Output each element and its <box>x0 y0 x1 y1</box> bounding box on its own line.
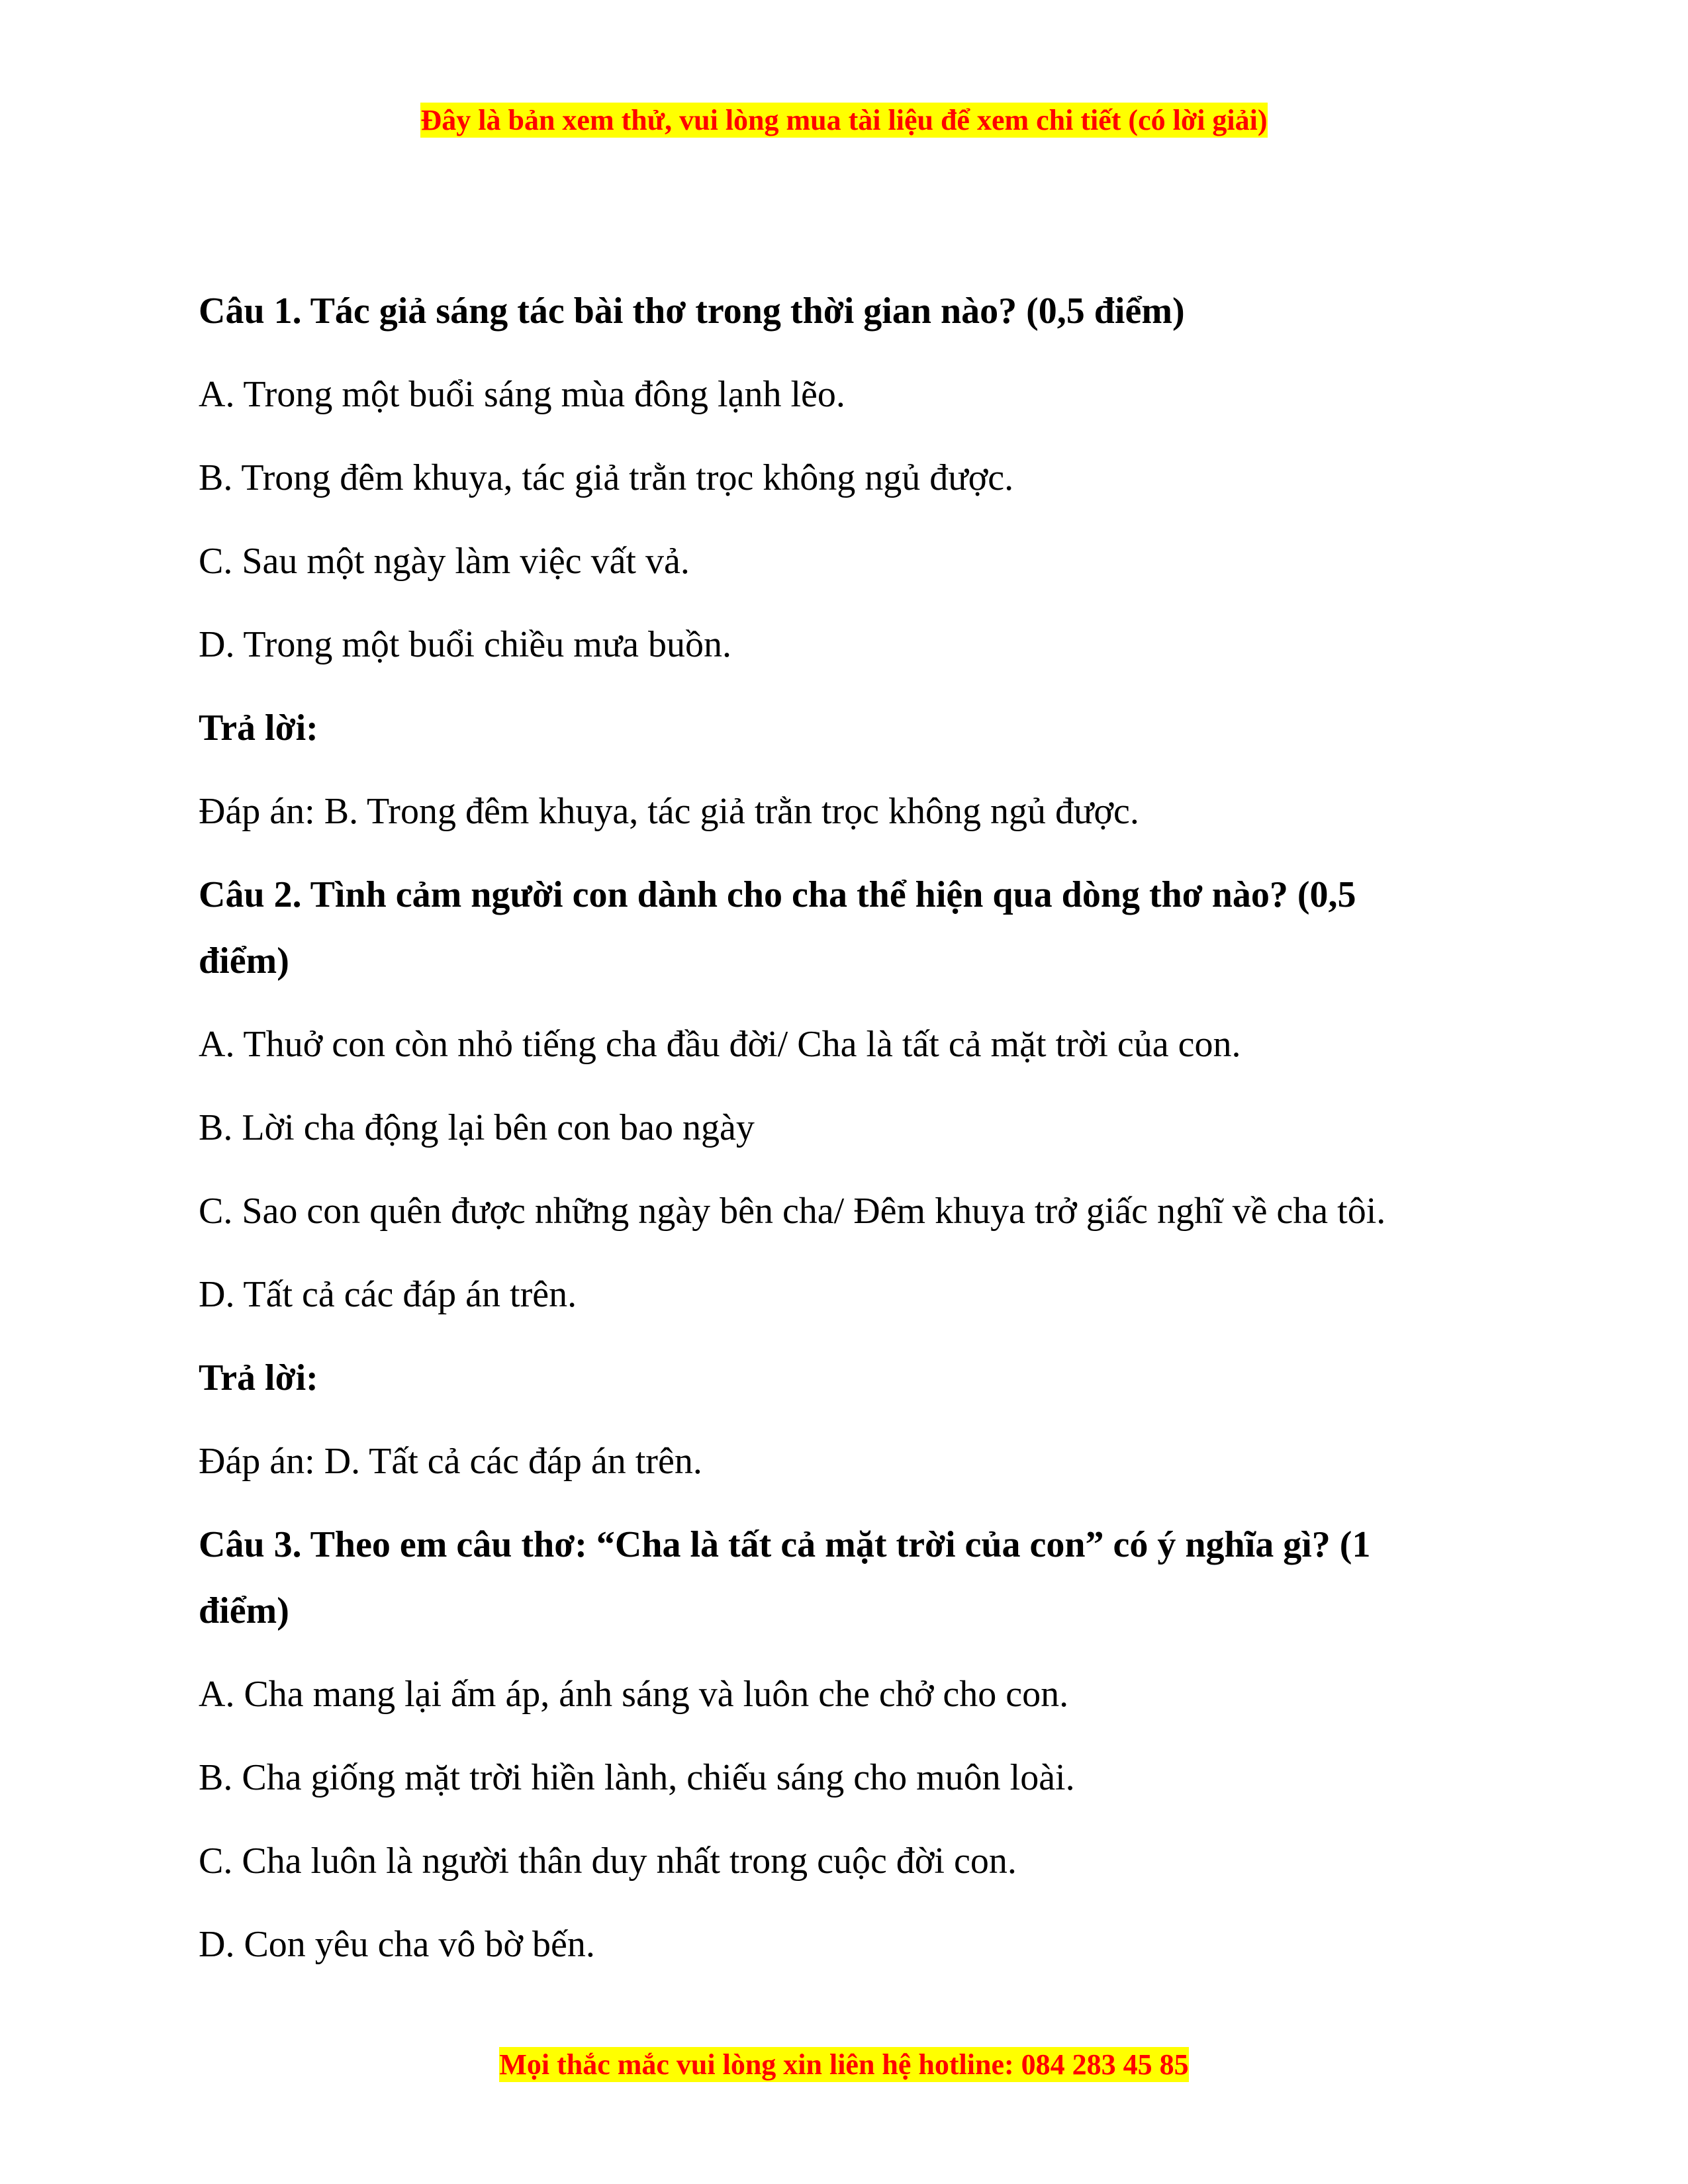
preview-notice-banner <box>0 103 1688 138</box>
question-2-option-a: A. Thuở con còn nhỏ tiếng cha đầu đời/ Cha là tất cả mặt trời của con. <box>199 1024 1241 1065</box>
question-3-option-b: B. Cha giống mặt trời hiền lành, chiếu sáng cho muôn loài. <box>199 1757 1075 1798</box>
question-3-option-d: D. Con yêu cha vô bờ bến. <box>199 1924 595 1965</box>
question-2-option-b: B. Lời cha động lại bên con bao ngày <box>199 1107 755 1148</box>
question-1-option-d: D. Trong một buổi chiều mưa buồn. <box>199 624 732 665</box>
question-2-option-d: D. Tất cả các đáp án trên. <box>199 1274 577 1315</box>
hotline-banner <box>0 2047 1688 2083</box>
question-3-option-c: C. Cha luôn là người thân duy nhất trong cuộc đời con. <box>199 1841 1017 1882</box>
question-3-option-a: A. Cha mang lại ấm áp, ánh sáng và luôn che chở cho con. <box>199 1674 1069 1715</box>
question-1-title: Câu 1. Tác giả sáng tác bài thơ trong thời gian nào? (0,5 điểm) <box>199 291 1185 332</box>
question-2-title: Câu 2. Tình cảm người con dành cho cha thể hiện qua dòng thơ nào? (0,5 điểm) <box>199 874 1356 981</box>
question-1-answer: Đáp án: B. Trong đêm khuya, tác giả trằn trọc không ngủ được. <box>199 791 1139 832</box>
hotline-text: Mọi thắc mắc vui lòng xin liên hệ hotline: 084 283 45 85 <box>499 2048 1189 2081</box>
question-1-answer-label: Trả lời: <box>199 707 318 749</box>
question-2-answer: Đáp án: D. Tất cả các đáp án trên. <box>199 1441 702 1482</box>
question-2-answer-label: Trả lời: <box>199 1357 318 1398</box>
question-1-option-c: C. Sau một ngày làm việc vất vả. <box>199 541 690 582</box>
question-2-option-c: C. Sao con quên được những ngày bên cha/ Đêm khuya trở giấc nghĩ về cha tôi. <box>199 1191 1386 1232</box>
question-3-title: Câu 3. Theo em câu thơ: “Cha là tất cả mặt trời của con” có ý nghĩa gì? (1 điểm) <box>199 1524 1371 1631</box>
question-1-option-a: A. Trong một buổi sáng mùa đông lạnh lẽo. <box>199 374 845 415</box>
question-1-option-b: B. Trong đêm khuya, tác giả trằn trọc không ngủ được. <box>199 457 1014 498</box>
document-body <box>199 278 1489 1995</box>
preview-notice-text: Đây là bản xem thử, vui lòng mua tài liệu để xem chi tiết (có lời giải) <box>420 104 1268 136</box>
